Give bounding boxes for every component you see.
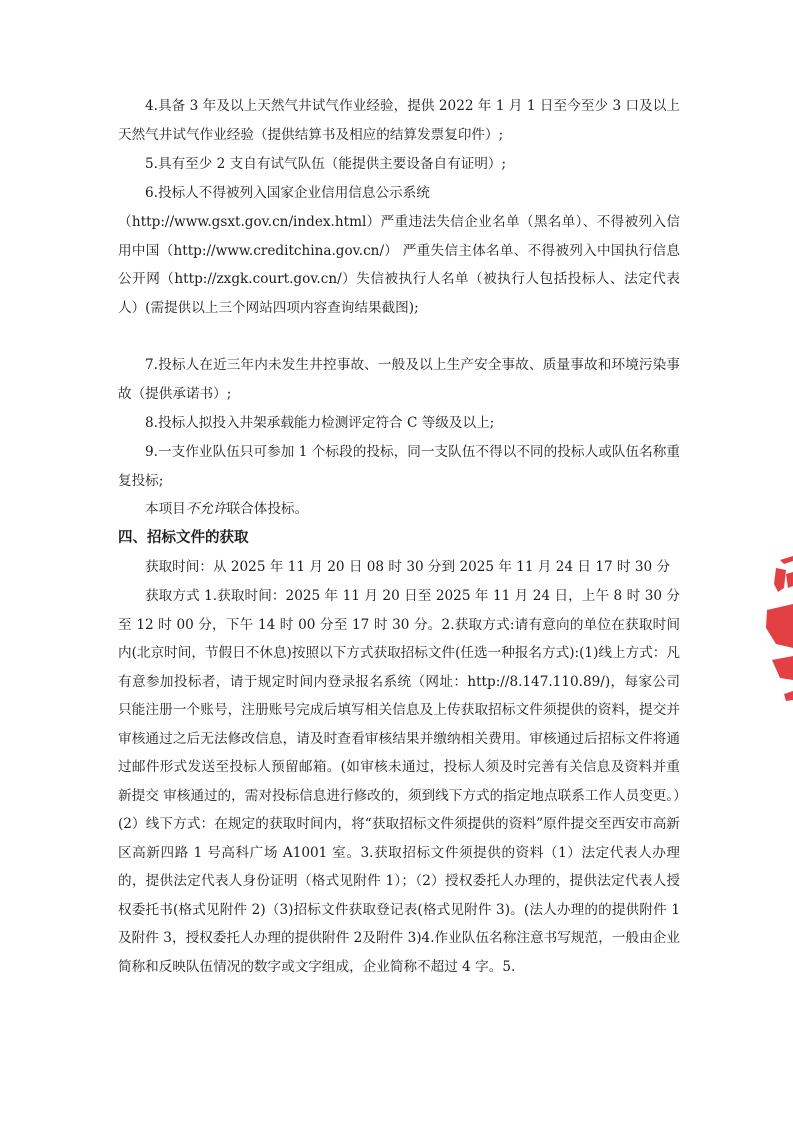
requirement-item-5: 5.具有至少 2 支自有试气队伍（能提供主要设备自有证明）; — [145, 156, 507, 172]
consortium-flag: 不允许 — [185, 501, 227, 517]
consortium-suffix: 联合体投标。 — [226, 501, 309, 517]
requirement-item-6-title: 6.投标人不得被列入国家企业信用信息公示系统 — [145, 185, 430, 201]
requirement-item-4: 4.具备 3 年及以上天然气井试气作业经验，提供 2022 年 1 月 1 日至今至少 3 口及以上天然气井试气作业经验（提供结算书及相应的结算发票复印件）; — [118, 98, 680, 143]
requirement-item-7: 7.投标人在近三年内未发生井控事故、一般及以上生产安全事故、质量事故和环境污染事故（提供承诺书）; — [118, 357, 680, 402]
consortium-statement — [118, 495, 680, 524]
acquisition-method: 获取方式 1.获取时间：2025 年 11 月 20 日至 2025 年 11 月 24 日，上午 8 时 30 分至 12 时 00 分，下午 14 时 00 分至 17 时 30 分。2.获取方式:请有意向的单位在获取时间内(北京时间，节假日不休息)按照以下方式获取招标文件(任选一种报名方式):(1)线上方式：凡有意参加投标者，请于规定时间内登录报名系统（网址：http://8.147.110.89/)，每家公司只能注册一个账号，注册账号完成后填写相关信息及上传获取招标文件须提供的资料，提交并审核通过之后无法修改信息，请及时查看审核结果并缴纳相关费用。审核通过后招标文件将通过邮件形式发送至投标人预留邮箱。(如审核未通过，投标人须及时完善有关信息及资料并重新提交 审核通过的，需对投标信息进行修改的，须到线下方式的指定地点联系工作人员变更。）(2）线下方式：在规定的获取时间内，将“获取招标文件须提供的资料”原件提交至西安市高新区高新四路 1 号高科广场 A1001 室。3.获取招标文件须提供的资料（1）法定代表人办理的，提供法定代表人身份证明（格式见附件 1）；（2）授权委托人办理的，提供法定代表人授权委托书(格式见附件 2)（3)招标文件获取登记表(格式见附件 3)。(法人办理的的提供附件 1及附件 3，授权委托人办理的提供附件 2及附件 3)4.作业队伍名称注意书写规范，一般由企业简称和反映队伍情况的数字或文字组成，企业简称不超过 4 字。5. — [118, 588, 680, 975]
acquisition-time: 获取时间：从 2025 年 11 月 20 日 08 时 30 分到 2025 年 11 月 24 日 17 时 30 分 — [145, 559, 671, 575]
requirement-item-8: 8.投标人拟投入井架承载能力检测评定符合 C 等级及以上; — [145, 415, 495, 431]
requirement-item-9: 9.一支作业队伍只可参加 1 个标段的投标，同一支队伍不得以不同的投标人或队伍名称重复投标; — [118, 444, 680, 489]
consortium-prefix: 本项目 — [145, 501, 186, 517]
section-heading-acquisition: 四、招标文件的获取 — [118, 530, 249, 546]
requirement-item-6-body: （http://www.gsxt.gov.cn/index.html）严重违法失信企业名单（黑名单）、不得被列入信用中国（http://www.creditchina.gov.cn/） 严重失信主体名单、不得被列入中国执行信息公开网（http://zxgk.court.gov.cn/）失信被执行人名单（被执行人包括投标人、法定代表人）(需提供以上三个网站四项内容查询结果截图); — [118, 214, 680, 316]
seal-stamp-fragment — [762, 548, 793, 718]
